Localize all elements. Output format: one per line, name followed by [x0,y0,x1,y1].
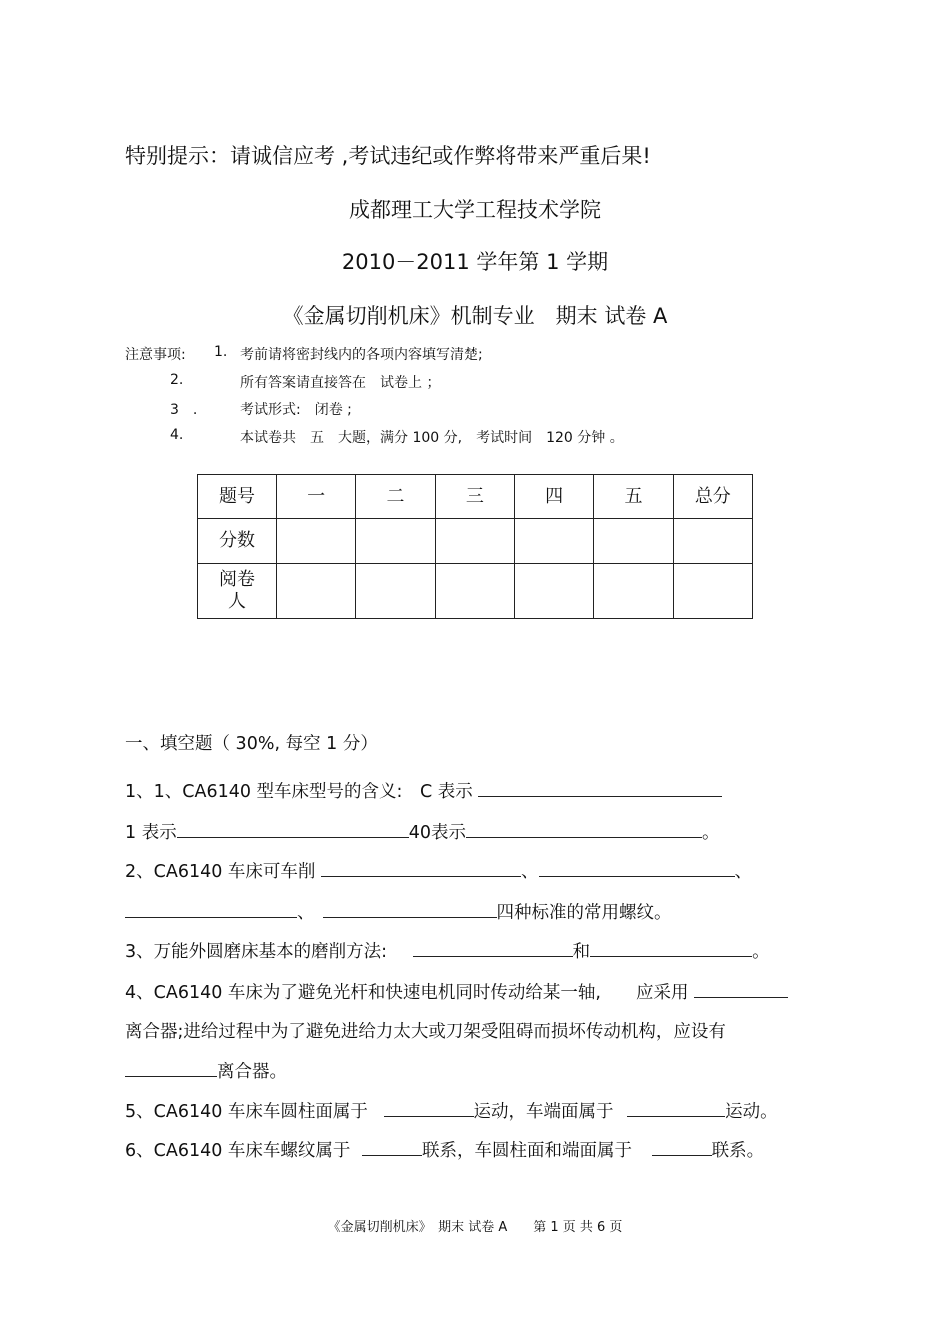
question-text: 四种标准的常用螺纹。 [496,903,672,923]
table-header-cell: 五 [594,475,673,519]
grader-cell[interactable] [514,564,593,619]
grader-cell[interactable] [277,564,356,619]
question-text: 联系。 [711,1141,765,1161]
table-header-cell: 三 [435,475,514,519]
question-1-line-1 [125,778,722,803]
question-4-line-3 [125,1058,287,1083]
question-5 [125,1098,778,1123]
score-cell[interactable] [514,519,593,564]
answer-blank[interactable] [125,1058,217,1077]
question-text: 。 [701,823,720,843]
question-text: 1 表示 [125,823,177,843]
grader-cell[interactable] [435,564,514,619]
page-footer: 《金属切削机床》 期末 试卷 A 第 1 页 共 6 页 [327,1220,623,1235]
answer-blank[interactable] [694,979,788,998]
table-header-cell: 一 [277,475,356,519]
answer-blank[interactable] [413,938,573,957]
question-3 [125,938,770,963]
question-text: 联系，车圆柱面和端面属于 [422,1141,633,1161]
question-text: 2、CA6140 车床可车削 [125,862,316,882]
question-text: 运动，车端面属于 [473,1102,614,1122]
answer-blank[interactable] [125,899,297,918]
question-text: 40表示 [408,823,466,843]
answer-blank[interactable] [652,1137,712,1156]
integrity-warning: 特别提示：请诚信应考 ,考试违纪或作弊将带来严重后果! [125,144,651,168]
notes-heading: 注意事项: [125,347,186,363]
question-4-line-1 [125,979,788,1004]
note-text: 考试形式: 闭卷 ; [240,402,352,418]
academic-term: 2010－2011 学年第 1 学期 [341,250,609,274]
table-header-cell: 二 [356,475,435,519]
table-header-cell: 题号 [198,475,277,519]
question-6 [125,1137,764,1162]
table-header-cell: 总分 [673,475,752,519]
question-text: 。 [752,942,770,962]
answer-blank[interactable] [362,1137,422,1156]
separator: 、 [521,862,539,882]
question-text: 6、CA6140 车床车螺纹属于 [125,1141,351,1161]
score-cell[interactable] [435,519,514,564]
question-text: 5、CA6140 车床车圆柱面属于 [125,1102,368,1122]
score-table [197,474,753,619]
table-row [198,519,753,564]
note-number: 3 . [170,402,198,418]
question-text: 1、1、CA6140 型车床型号的含义: C 表示 [125,782,473,802]
question-2-line-1 [125,858,752,883]
question-2-line-2 [125,899,672,924]
score-cell[interactable] [277,519,356,564]
table-header-cell: 四 [514,475,593,519]
note-number: 1. [214,344,228,360]
question-text: 和 [572,942,591,962]
grader-label-text: 阅卷人 [219,569,255,612]
question-text: 3、万能外圆磨床基本的磨削方法: [125,942,388,962]
table-row [198,475,753,519]
grader-cell[interactable] [594,564,673,619]
answer-blank[interactable] [177,819,409,838]
separator: 、 [297,903,315,923]
row-label-grader [198,564,277,619]
section-title: 一、填空题（ 30%, 每空 1 分） [125,734,378,754]
score-cell[interactable] [594,519,673,564]
question-1-line-2 [125,819,719,844]
exam-title: 《金属切削机床》机制专业 期末 试卷 A [282,304,668,328]
answer-blank[interactable] [323,899,497,918]
question-4-line-2: 离合器;进给过程中为了避免进给力太大或刀架受阻碍而损坏传动机构，应设有 [125,1022,726,1042]
answer-blank[interactable] [590,938,752,957]
score-cell[interactable] [673,519,752,564]
table-row [198,564,753,619]
answer-blank[interactable] [478,778,722,797]
answer-blank[interactable] [321,858,521,877]
note-text: 本试卷共 五 大题，满分 100 分, 考试时间 120 分钟 。 [240,430,624,446]
question-text: 离合器。 [217,1062,287,1082]
answer-blank[interactable] [466,819,702,838]
separator: 、 [734,862,753,882]
answer-blank[interactable] [627,1098,725,1117]
note-number: 4. [170,427,184,443]
row-label-score: 分数 [198,519,277,564]
grader-cell[interactable] [356,564,435,619]
note-text: 考前请将密封线内的各项内容填写清楚; [240,347,483,363]
question-text: 运动。 [725,1102,778,1122]
answer-blank[interactable] [384,1098,474,1117]
note-text: 所有答案请直接答在 试卷上 ； [240,375,441,391]
note-number: 2. [170,372,184,388]
answer-blank[interactable] [539,858,735,877]
grader-cell[interactable] [673,564,752,619]
question-text: 4、CA6140 车床为了避免光杆和快速电机同时传动给某一轴, 应采用 [125,983,689,1003]
score-cell[interactable] [356,519,435,564]
school-name: 成都理工大学工程技术学院 [349,198,601,222]
